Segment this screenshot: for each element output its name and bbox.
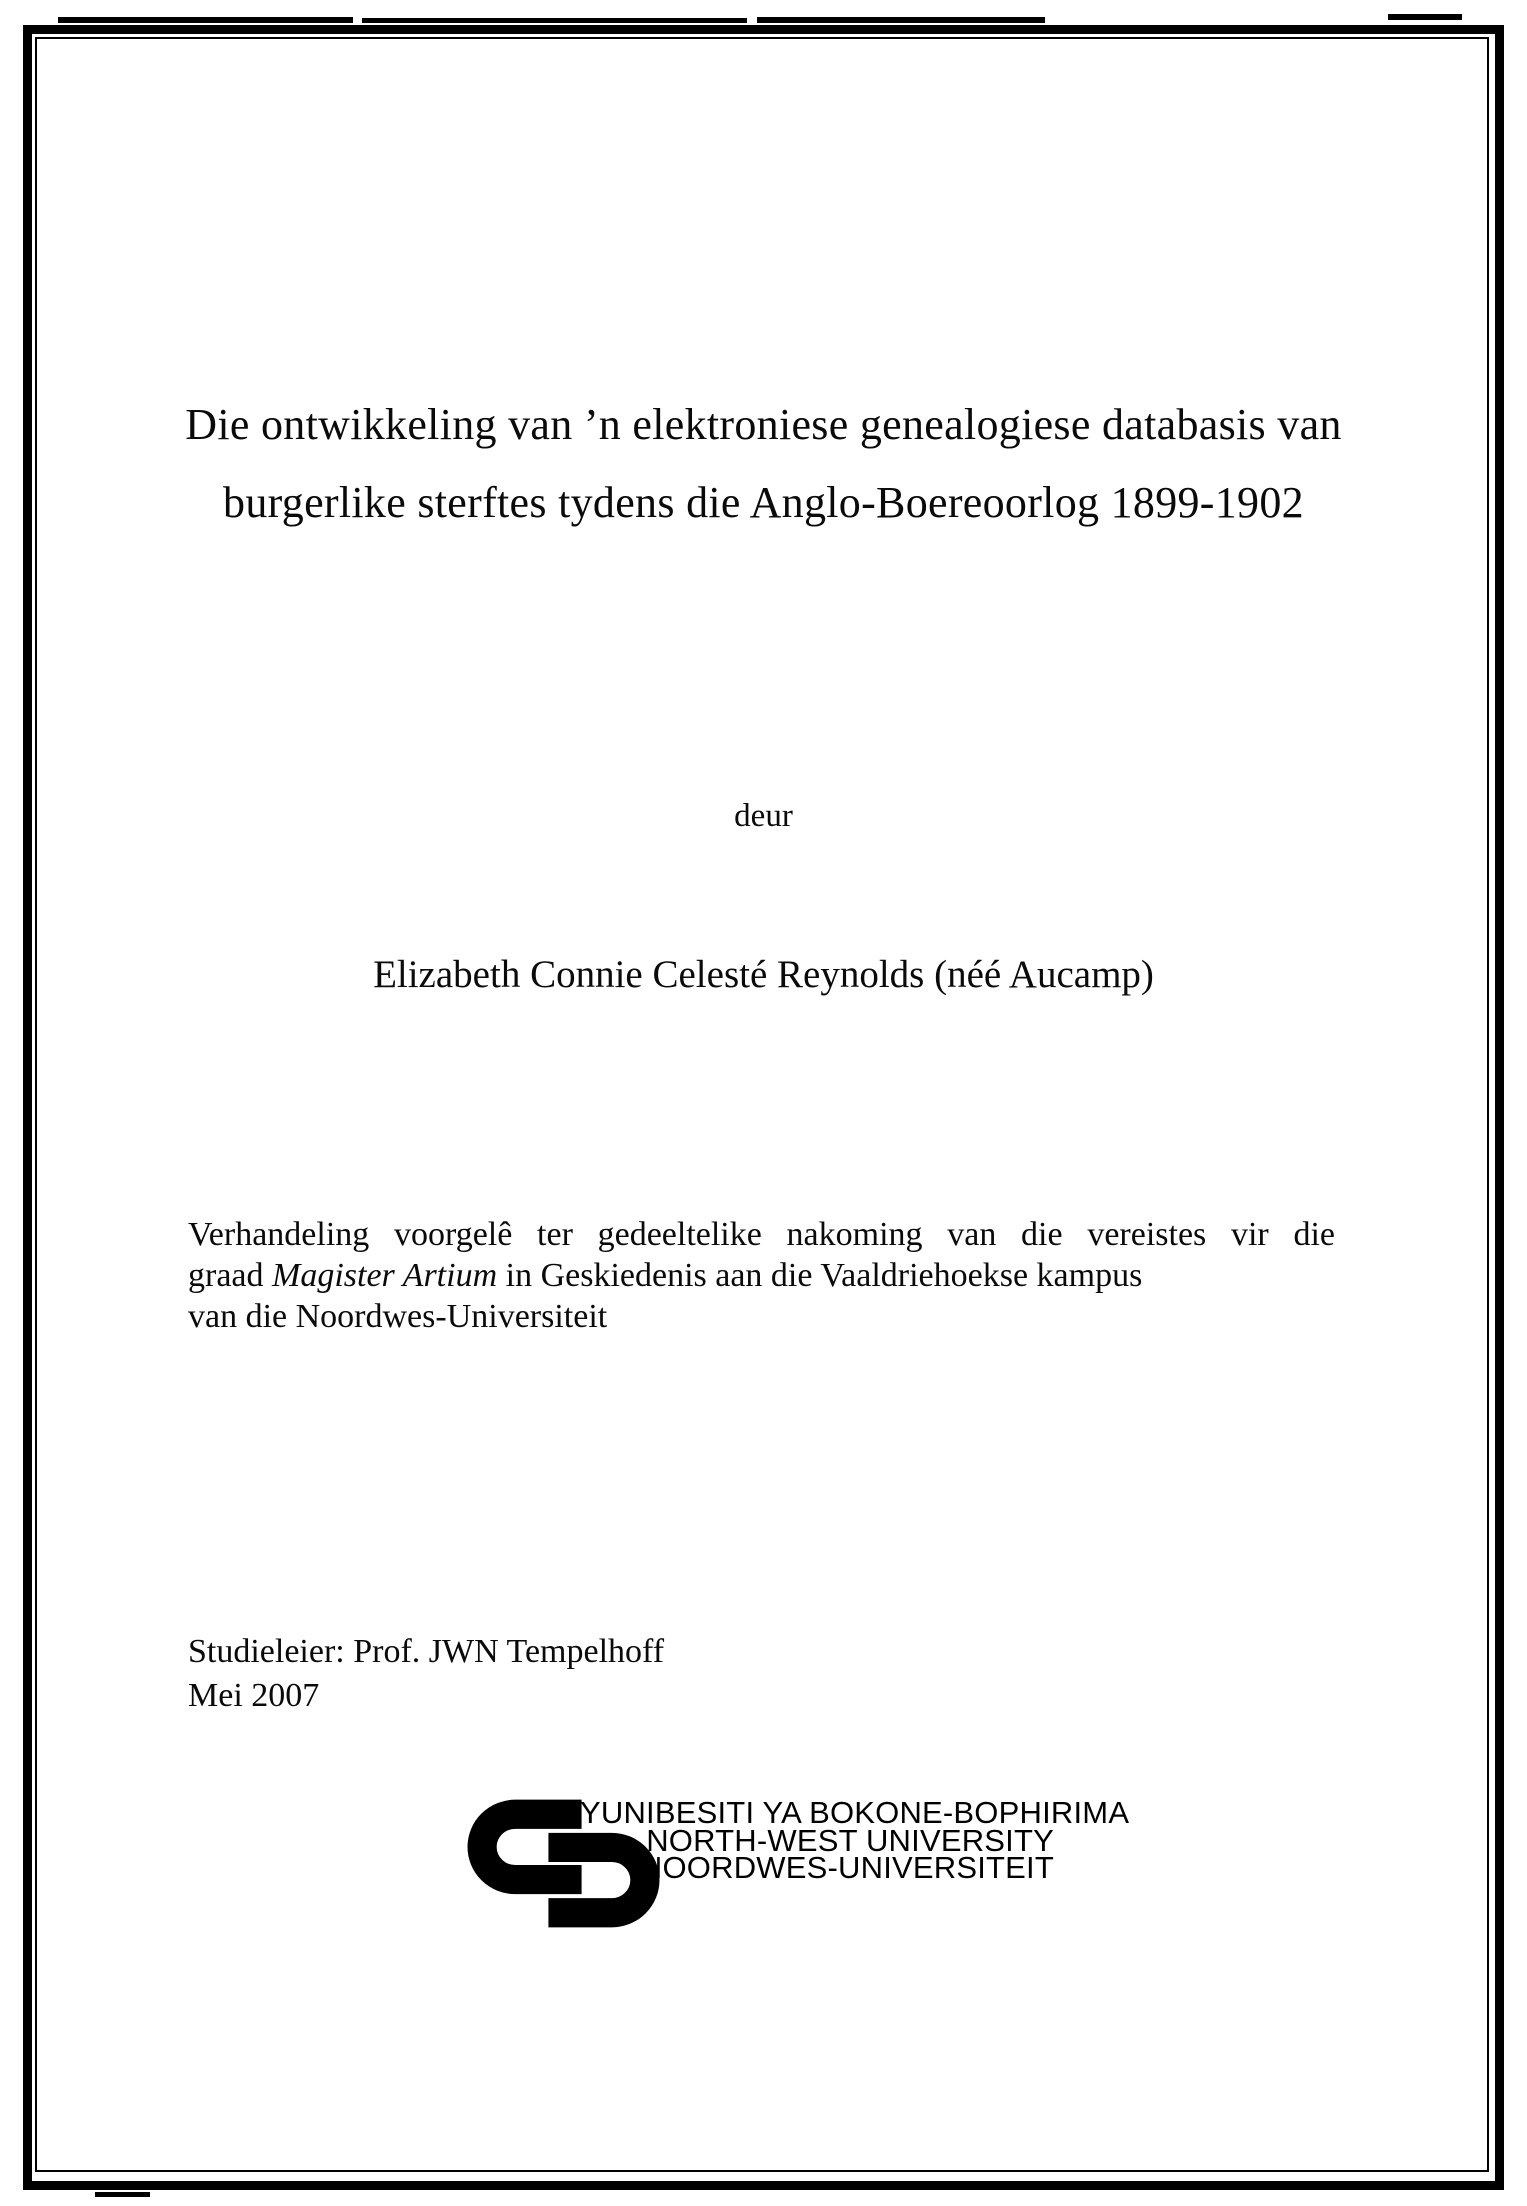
logo-line-setswana: YUNIBESITI YA BOKONE-BOPHIRIMA (580, 1795, 1130, 1830)
thesis-title-line1: Die ontwikkeling van ’n elektroniese genealogiese databasis van (185, 400, 1342, 449)
logo-line-afrikaans: NOORDWES-UNIVERSITEIT (639, 1850, 1054, 1885)
byline-deur: deur (734, 798, 793, 834)
degree-statement-line2-suffix: in Geskiedenis aan die Vaaldriehoekse kampus (497, 1257, 1143, 1294)
degree-statement-line2-prefix: graad (188, 1257, 273, 1294)
degree-name-italic: Magister Artium (272, 1257, 498, 1294)
scan-artifact (58, 17, 353, 23)
logo-line-english: NORTH-WEST UNIVERSITY (646, 1822, 1054, 1858)
supervisor-line: Studieleier: Prof. JWN Tempelhoff (188, 1633, 665, 1670)
degree-statement (188, 1214, 1335, 1337)
scan-artifact (757, 17, 1045, 23)
thesis-title (60, 386, 1467, 542)
date-line: Mei 2007 (188, 1677, 320, 1714)
degree-statement-line3: van die Noordwes-Universiteit (188, 1298, 608, 1335)
author-name: Elizabeth Connie Celesté Reynolds (néé Aucamp) (373, 953, 1154, 996)
scan-artifact (362, 18, 747, 23)
degree-statement-line1: Verhandeling voorgelê ter gedeeltelike nakoming van die vereistes vir die (188, 1216, 1335, 1253)
supervisor-block (188, 1630, 664, 1718)
thesis-title-line2: burgerlike sterftes tydens die Anglo-Boereoorlog 1899-1902 (223, 478, 1304, 527)
scan-artifact (95, 2192, 150, 2197)
degree-statement-line2 (188, 1255, 1335, 1296)
scan-artifact (1388, 14, 1462, 20)
university-logo-text (580, 1795, 1130, 1885)
